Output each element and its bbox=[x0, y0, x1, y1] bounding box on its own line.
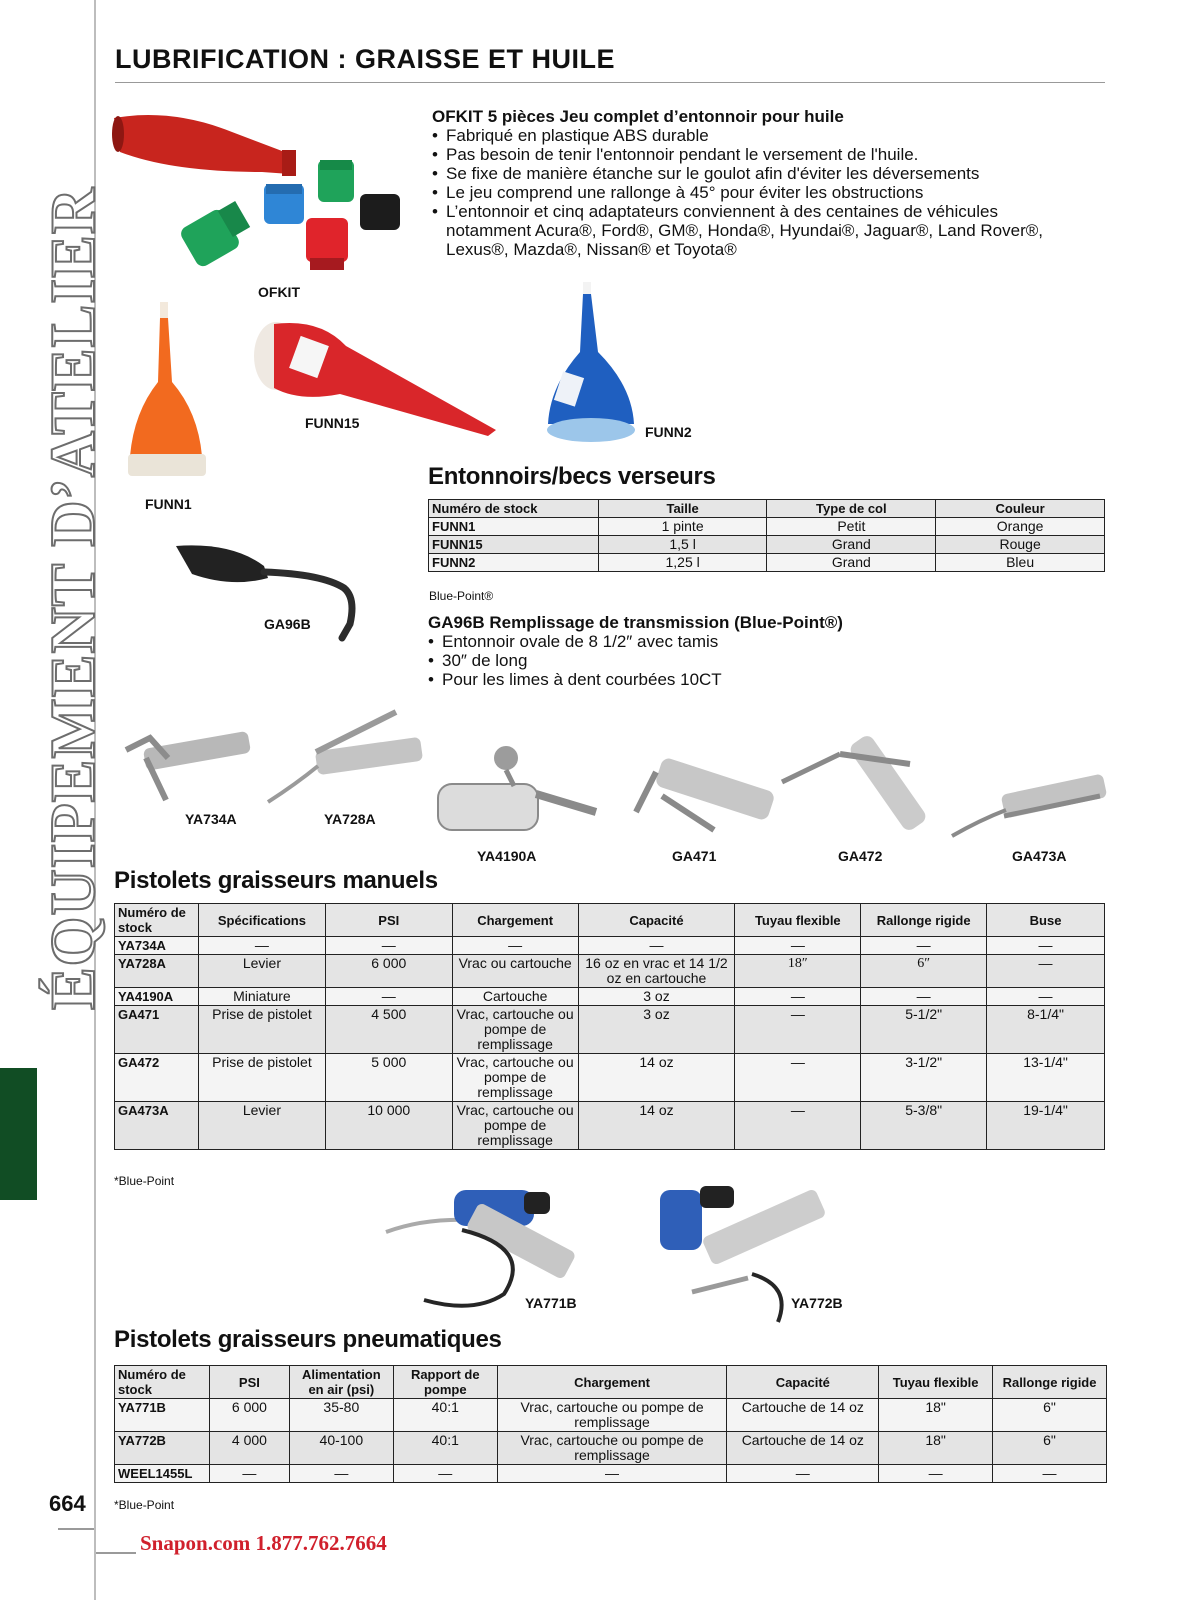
table-cell: Cartouche bbox=[452, 988, 578, 1006]
table-cell: Vrac, cartouche ou pompe de remplissage bbox=[452, 1054, 578, 1102]
table-cell: — bbox=[735, 1102, 861, 1150]
product-label-ga473a: GA473A bbox=[1012, 848, 1067, 864]
table-cell: 4 000 bbox=[209, 1432, 289, 1465]
table-cell: 14 oz bbox=[578, 1102, 735, 1150]
manual-header: Chargement bbox=[452, 904, 578, 937]
product-label-ga471: GA471 bbox=[672, 848, 717, 864]
ofkit-image bbox=[112, 112, 412, 282]
product-label-ya771b: YA771B bbox=[525, 1295, 577, 1311]
stock-number: GA472 bbox=[115, 1054, 199, 1102]
table-row bbox=[429, 554, 1105, 572]
table-cell: 5-1/2" bbox=[861, 1006, 987, 1054]
stock-number: FUNN2 bbox=[429, 554, 599, 572]
product-label-ya734a: YA734A bbox=[185, 811, 237, 827]
table-cell: Vrac, cartouche ou pompe de remplissage bbox=[497, 1399, 727, 1432]
table-cell: 3 oz bbox=[578, 988, 735, 1006]
table-cell: 5-3/8" bbox=[861, 1102, 987, 1150]
table-cell: 4 500 bbox=[325, 1006, 452, 1054]
funnels-header: Taille bbox=[598, 500, 767, 518]
funnels-section-title: Entonnoirs/becs verseurs bbox=[428, 463, 716, 490]
table-row bbox=[115, 1399, 1107, 1432]
ga96b-bullet: • Entonnoir ovale de 8 1/2″ avec tamis bbox=[428, 632, 1088, 651]
table-cell: 6 000 bbox=[325, 955, 452, 988]
table-cell: Bleu bbox=[936, 554, 1105, 572]
table-row bbox=[115, 1432, 1107, 1465]
table-cell: — bbox=[727, 1465, 879, 1483]
ya728a-image bbox=[266, 706, 432, 810]
table-cell: — bbox=[987, 937, 1105, 955]
table-cell: 6″ bbox=[861, 955, 987, 988]
table-cell: Prise de pistolet bbox=[198, 1006, 325, 1054]
pneumatic-header: Rallonge rigide bbox=[993, 1366, 1107, 1399]
manual-grease-guns-table bbox=[114, 903, 1105, 1150]
ofkit-description bbox=[432, 107, 1072, 259]
stock-number: GA471 bbox=[115, 1006, 199, 1054]
table-cell: Vrac, cartouche ou pompe de remplissage bbox=[452, 1102, 578, 1150]
manual-header: PSI bbox=[325, 904, 452, 937]
table-cell: 1,25 l bbox=[598, 554, 767, 572]
table-cell: 16 oz en vrac et 14 1/2 oz en cartouche bbox=[578, 955, 735, 988]
manual-header: Buse bbox=[987, 904, 1105, 937]
product-label-ga472: GA472 bbox=[838, 848, 883, 864]
table-cell: Grand bbox=[767, 536, 936, 554]
ofkit-title: OFKIT 5 pièces Jeu complet d’entonnoir pour huile bbox=[432, 107, 844, 126]
funnels-header: Numéro de stock bbox=[429, 500, 599, 518]
table-cell: 6 000 bbox=[209, 1399, 289, 1432]
table-cell: Prise de pistolet bbox=[198, 1054, 325, 1102]
pneumatic-header: Numéro de stock bbox=[115, 1366, 210, 1399]
table-cell: Cartouche de 14 oz bbox=[727, 1432, 879, 1465]
ya4190a-image bbox=[436, 744, 600, 844]
table-cell: 6" bbox=[993, 1432, 1107, 1465]
table-row bbox=[429, 536, 1105, 554]
table-cell: Orange bbox=[936, 518, 1105, 536]
table-cell: 19-1/4" bbox=[987, 1102, 1105, 1150]
table-cell: 35-80 bbox=[289, 1399, 393, 1432]
table-cell: Miniature bbox=[198, 988, 325, 1006]
manual-table-note: *Blue-Point bbox=[114, 1174, 175, 1188]
ga96b-description bbox=[428, 613, 1088, 689]
table-row bbox=[115, 988, 1105, 1006]
table-cell: — bbox=[735, 1006, 861, 1054]
pneumatic-header: PSI bbox=[209, 1366, 289, 1399]
table-cell: Vrac ou cartouche bbox=[452, 955, 578, 988]
product-label-ya4190a: YA4190A bbox=[477, 848, 537, 864]
pneumatic-header: Rapport de pompe bbox=[393, 1366, 497, 1399]
pneumatic-header: Capacité bbox=[727, 1366, 879, 1399]
manual-section-title: Pistolets graisseurs manuels bbox=[114, 867, 438, 894]
pneumatic-table-note: *Blue-Point bbox=[114, 1498, 175, 1512]
stock-number: YA772B bbox=[115, 1432, 210, 1465]
manual-header: Numéro de stock bbox=[115, 904, 199, 937]
table-cell: — bbox=[861, 937, 987, 955]
table-row bbox=[429, 518, 1105, 536]
table-cell: — bbox=[198, 937, 325, 955]
table-cell: 14 oz bbox=[578, 1054, 735, 1102]
table-cell: — bbox=[987, 955, 1105, 988]
manual-header: Capacité bbox=[578, 904, 735, 937]
table-cell: 18" bbox=[879, 1399, 993, 1432]
stock-number: WEEL1455L bbox=[115, 1465, 210, 1483]
funnels-header: Type de col bbox=[767, 500, 936, 518]
table-cell: — bbox=[497, 1465, 727, 1483]
ga96b-title: GA96B Remplissage de transmission (Blue-Point®) bbox=[428, 613, 843, 632]
table-cell: Levier bbox=[198, 955, 325, 988]
pneumatic-header: Chargement bbox=[497, 1366, 727, 1399]
product-label-ga96b: GA96B bbox=[264, 616, 311, 632]
pneumatic-header: Tuyau flexible bbox=[879, 1366, 993, 1399]
ga96b-bullet: • Pour les limes à dent courbées 10CT bbox=[428, 670, 1088, 689]
table-cell: — bbox=[861, 988, 987, 1006]
table-row bbox=[115, 1465, 1107, 1483]
table-cell: 3-1/2" bbox=[861, 1054, 987, 1102]
product-label-ya728a: YA728A bbox=[324, 811, 376, 827]
table-cell: — bbox=[735, 937, 861, 955]
ofkit-bullet: • Se fixe de manière étanche sur le goulot afin d'éviter les déversements bbox=[432, 164, 1072, 183]
table-cell: Vrac, cartouche ou pompe de remplissage bbox=[497, 1432, 727, 1465]
pneumatic-header: Alimentation en air (psi) bbox=[289, 1366, 393, 1399]
table-cell: 40:1 bbox=[393, 1399, 497, 1432]
table-cell: — bbox=[325, 937, 452, 955]
manual-header: Rallonge rigide bbox=[861, 904, 987, 937]
funn15-image bbox=[250, 318, 500, 440]
ya734a-image bbox=[116, 728, 262, 812]
product-label-funn1: FUNN1 bbox=[145, 496, 192, 512]
ga473a-image bbox=[950, 776, 1110, 846]
stock-number: GA473A bbox=[115, 1102, 199, 1150]
table-cell: 18″ bbox=[735, 955, 861, 988]
table-cell: — bbox=[735, 1054, 861, 1102]
ofkit-bullet: • Le jeu comprend une rallonge à 45° pour éviter les obstructions bbox=[432, 183, 1072, 202]
table-cell: Rouge bbox=[936, 536, 1105, 554]
product-label-funn2: FUNN2 bbox=[645, 424, 692, 440]
page-number-rule bbox=[58, 1528, 94, 1530]
stock-number: YA728A bbox=[115, 955, 199, 988]
chapter-tab bbox=[0, 1068, 37, 1200]
table-cell: Grand bbox=[767, 554, 936, 572]
table-cell: — bbox=[289, 1465, 393, 1483]
product-label-funn15: FUNN15 bbox=[305, 415, 360, 431]
funn2-image bbox=[546, 282, 636, 452]
table-cell: 6" bbox=[993, 1399, 1107, 1432]
table-cell: — bbox=[987, 988, 1105, 1006]
manual-header: Tuyau flexible bbox=[735, 904, 861, 937]
page-title: LUBRIFICATION : GRAISSE ET HUILE bbox=[115, 44, 615, 74]
table-row bbox=[115, 955, 1105, 988]
table-cell: — bbox=[325, 988, 452, 1006]
stock-number: YA4190A bbox=[115, 988, 199, 1006]
funnels-table bbox=[428, 499, 1105, 572]
table-cell: 8-1/4" bbox=[987, 1006, 1105, 1054]
title-rule bbox=[115, 82, 1105, 83]
ga471-image bbox=[622, 760, 782, 842]
section-side-title: ÉQUIPEMENT D’ATELIER bbox=[37, 186, 108, 1010]
table-row bbox=[115, 937, 1105, 955]
stock-number: YA734A bbox=[115, 937, 199, 955]
table-cell: Petit bbox=[767, 518, 936, 536]
stock-number: FUNN1 bbox=[429, 518, 599, 536]
table-cell: 3 oz bbox=[578, 1006, 735, 1054]
table-cell: 5 000 bbox=[325, 1054, 452, 1102]
funnels-table-note: Blue-Point® bbox=[429, 589, 494, 603]
page-number: 664 bbox=[49, 1491, 86, 1516]
table-cell: 1 pinte bbox=[598, 518, 767, 536]
ga96b-bullet: • 30″ de long bbox=[428, 651, 1088, 670]
manual-header: Spécifications bbox=[198, 904, 325, 937]
ofkit-bullet: • L’entonnoir et cinq adaptateurs conviennent à des centaines de véhicules notamment Acura®, Ford®, GM®, Honda®, Hyundai®, Jaguar®, Land Rover®, Lexus®, Mazda®, Nissan® et Toyota® bbox=[432, 202, 1072, 259]
table-row bbox=[115, 1006, 1105, 1054]
pneumatic-section-title: Pistolets graisseurs pneumatiques bbox=[114, 1326, 502, 1353]
funn1-image bbox=[126, 302, 208, 488]
footer-rule bbox=[96, 1552, 136, 1554]
table-cell: — bbox=[735, 988, 861, 1006]
table-cell: 1,5 l bbox=[598, 536, 767, 554]
table-cell: 40:1 bbox=[393, 1432, 497, 1465]
ga472-image bbox=[780, 740, 928, 848]
table-cell: Cartouche de 14 oz bbox=[727, 1399, 879, 1432]
product-label-ya772b: YA772B bbox=[791, 1295, 843, 1311]
table-cell: 18" bbox=[879, 1432, 993, 1465]
table-cell: Vrac, cartouche ou pompe de remplissage bbox=[452, 1006, 578, 1054]
ofkit-bullet: • Fabriqué en plastique ABS durable bbox=[432, 126, 1072, 145]
table-row bbox=[115, 1102, 1105, 1150]
table-cell: 40-100 bbox=[289, 1432, 393, 1465]
stock-number: FUNN15 bbox=[429, 536, 599, 554]
pneumatic-grease-guns-table bbox=[114, 1365, 1107, 1483]
table-cell: — bbox=[452, 937, 578, 955]
table-row bbox=[115, 1054, 1105, 1102]
product-label-ofkit: OFKIT bbox=[258, 284, 300, 300]
table-cell: 10 000 bbox=[325, 1102, 452, 1150]
ofkit-bullet: • Pas besoin de tenir l'entonnoir pendant le versement de l'huile. bbox=[432, 145, 1072, 164]
table-cell: Levier bbox=[198, 1102, 325, 1150]
table-cell: — bbox=[993, 1465, 1107, 1483]
stock-number: YA771B bbox=[115, 1399, 210, 1432]
funnels-header: Couleur bbox=[936, 500, 1105, 518]
table-cell: — bbox=[209, 1465, 289, 1483]
table-cell: — bbox=[393, 1465, 497, 1483]
table-cell: — bbox=[879, 1465, 993, 1483]
table-cell: 13-1/4" bbox=[987, 1054, 1105, 1102]
footer-contact[interactable]: Snapon.com 1.877.762.7664 bbox=[140, 1531, 387, 1555]
table-cell: — bbox=[578, 937, 735, 955]
